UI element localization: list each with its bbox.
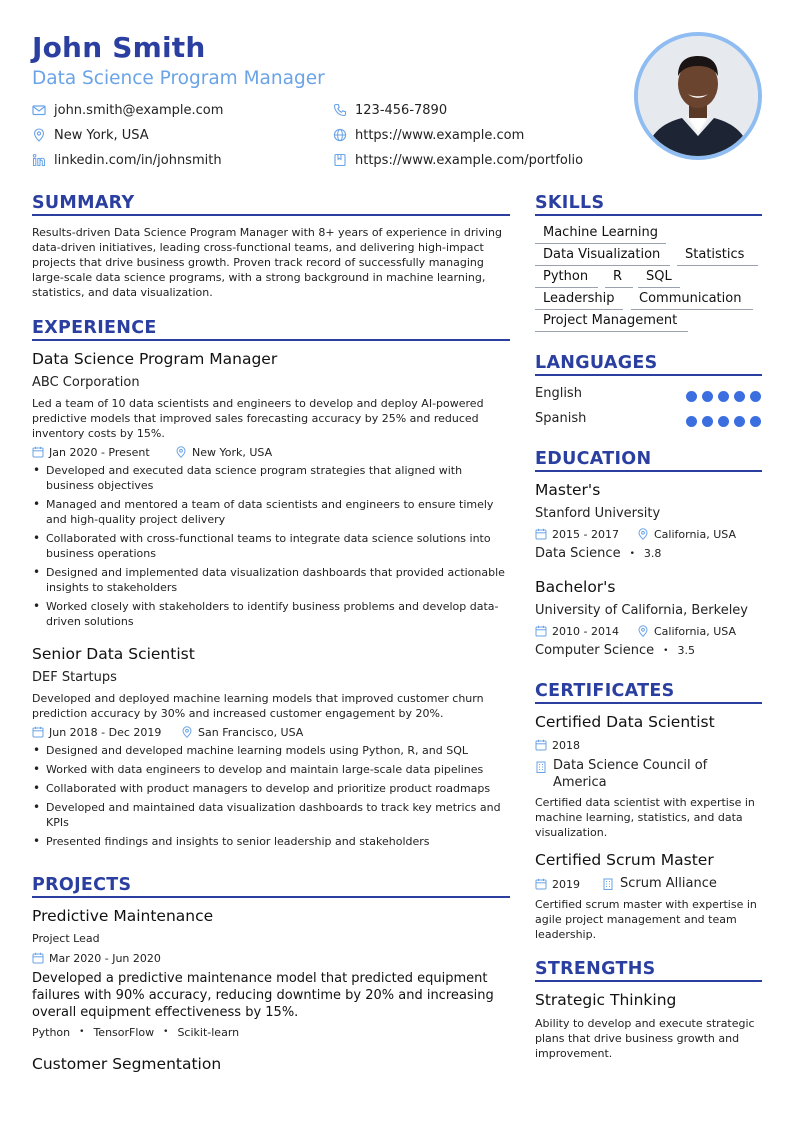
field-of-study: Data Science <box>535 546 621 561</box>
level-dot <box>702 391 713 402</box>
degree: Master's <box>535 481 601 499</box>
education-dates <box>535 527 619 541</box>
skill-tag: Data Visualization <box>535 247 670 266</box>
contact-website[interactable] <box>333 126 524 144</box>
skill-tag: Python <box>535 269 598 288</box>
education-location <box>637 527 736 541</box>
job-title: Data Science Program Manager <box>32 68 325 89</box>
job-bullets <box>32 463 510 633</box>
school: University of California, Berkeley <box>535 603 748 618</box>
gpa: 3.5 <box>677 644 695 657</box>
job-role: Data Science Program Manager <box>32 350 278 368</box>
tech-tag: Python <box>32 1025 71 1039</box>
education-dates-text: 2015 - 2017 <box>552 527 619 541</box>
skill-tag: Machine Learning <box>535 225 666 244</box>
language-name: Spanish <box>535 411 587 426</box>
education-location <box>637 624 736 638</box>
education-heading: EDUCATION <box>535 449 762 472</box>
job-location-text: San Francisco, USA <box>198 725 304 739</box>
list-item: • Worked closely with stakeholders to identify business problems and develop data-driven solutions <box>32 599 510 629</box>
contact-portfolio[interactable] <box>333 151 583 169</box>
contact-location <box>32 126 149 144</box>
job-dates-text: Jun 2018 - Dec 2019 <box>49 725 162 739</box>
contact-phone-text: 123-456-7890 <box>355 102 448 118</box>
certificate-name: Certified Scrum Master <box>535 851 714 869</box>
level-dot <box>734 391 745 402</box>
list-item: • Developed and executed data science program strategies that aligned with business objectives <box>32 463 510 493</box>
certificate-description: Certified scrum master with expertise in agile project management and team leadership. <box>535 898 757 941</box>
education-field: Data Science • 3.8 <box>535 546 662 561</box>
gpa: 3.8 <box>643 547 662 560</box>
linkedin-icon <box>32 153 46 167</box>
list-item: • Presented findings and insights to senior leadership and stakeholders <box>32 834 510 849</box>
level-dot <box>718 391 729 402</box>
list-item: • Designed and developed machine learning models using Python, R, and SQL <box>32 743 510 758</box>
globe-icon <box>333 128 347 142</box>
strength-name: Strategic Thinking <box>535 991 677 1009</box>
contact-phone[interactable] <box>333 101 447 119</box>
certificate-year-text: 2018 <box>552 738 580 752</box>
job-bullets <box>32 743 510 853</box>
calendar-icon <box>32 726 44 738</box>
job-description: Developed and deployed machine learning models that improved customer churn prediction accuracy by 30% and increased customer engagement by 20%. <box>32 692 484 720</box>
tech-tag: TensorFlow <box>93 1025 155 1039</box>
contact-website-text: https://www.example.com <box>355 127 525 143</box>
certificate-name: Certified Data Scientist <box>535 713 715 731</box>
certificates-heading: CERTIFICATES <box>535 681 762 704</box>
contact-email-text: john.smith@example.com <box>54 102 224 118</box>
certificate-issuer-text: Scrum Alliance <box>620 876 717 891</box>
summary-text: Results-driven Data Science Program Manager with 8+ years of experience in driving data-driven initiatives, leading cross-functional teams, and delivering high-impact projects that drive business growth. Proven track record of successfully managing large-scale data science programs, with a strong background in machine learning, statistics, and data visualization. <box>32 226 502 299</box>
project-description: Developed a predictive maintenance model that predicted equipment failures with 90% accuracy, reducing downtime by 20% and increasing overall equipment effectiveness by 15%. <box>32 971 494 1020</box>
education-dates <box>535 624 619 638</box>
strength-description: Ability to develop and execute strategic plans that drive business growth and improvement. <box>535 1017 755 1060</box>
building-icon <box>535 761 547 773</box>
job-location <box>175 445 272 459</box>
contact-linkedin[interactable] <box>32 151 222 169</box>
job-dates-text: Jan 2020 - Present <box>49 445 150 459</box>
job-location-text: New York, USA <box>192 445 273 459</box>
profile-photo <box>634 32 762 160</box>
skill-tag: Project Management <box>535 313 688 332</box>
phone-icon <box>333 103 347 117</box>
skill-tag: Communication <box>631 291 753 310</box>
certificate-issuer-text: Data Science Council of America <box>553 758 708 790</box>
job-company: DEF Startups <box>32 670 117 685</box>
mail-icon <box>32 103 46 117</box>
school: Stanford University <box>535 506 661 521</box>
certificate-year <box>535 738 580 752</box>
contact-email[interactable] <box>32 101 223 119</box>
education-location-text: California, USA <box>654 624 736 638</box>
strengths-heading: STRENGTHS <box>535 959 762 982</box>
calendar-icon <box>32 446 44 458</box>
list-item: • Developed and maintained data visualization dashboards to track key metrics and KPIs <box>32 800 510 830</box>
skill-tag: Leadership <box>535 291 623 310</box>
degree: Bachelor's <box>535 578 616 596</box>
level-dot <box>750 391 761 402</box>
list-item: • Worked with data engineers to develop and maintain large-scale data pipelines <box>32 762 510 777</box>
skill-tag: SQL <box>638 269 680 288</box>
skills-heading: SKILLS <box>535 193 762 216</box>
contact-location-text: New York, USA <box>54 127 149 143</box>
contact-portfolio-text: https://www.example.com/portfolio <box>355 152 584 168</box>
location-icon <box>637 528 649 540</box>
certificate-year <box>535 877 580 891</box>
education-location-text: California, USA <box>654 527 736 541</box>
languages-heading: LANGUAGES <box>535 353 762 376</box>
project-name: Customer Segmentation <box>32 1055 222 1073</box>
field-of-study: Computer Science <box>535 643 655 658</box>
level-dot <box>718 416 729 427</box>
language-name: English <box>535 386 582 401</box>
job-dates <box>32 725 161 739</box>
summary-heading: SUMMARY <box>32 193 510 216</box>
location-icon <box>175 446 187 458</box>
location-icon <box>32 128 46 142</box>
level-dot <box>702 416 713 427</box>
list-item: • Designed and implemented data visualization dashboards that provided actionable insights to stakeholders <box>32 565 510 595</box>
contact-linkedin-text: linkedin.com/in/johnsmith <box>54 152 222 168</box>
job-role: Senior Data Scientist <box>32 645 195 663</box>
certificate-issuer <box>602 876 717 891</box>
calendar-icon <box>535 528 547 540</box>
level-dot <box>734 416 745 427</box>
list-item: • Collaborated with cross-functional teams to integrate data science solutions into business operations <box>32 531 510 561</box>
building-icon <box>602 878 614 890</box>
level-dot <box>686 416 697 427</box>
job-company: ABC Corporation <box>32 375 140 390</box>
portfolio-icon <box>333 153 347 167</box>
experience-heading: EXPERIENCE <box>32 318 510 341</box>
project-dates <box>32 951 161 965</box>
calendar-icon <box>535 739 547 751</box>
certificate-description: Certified data scientist with expertise in machine learning, statistics, and data visualization. <box>535 796 755 839</box>
list-item: • Managed and mentored a team of data scientists and engineers to ensure timely and high-quality project delivery <box>32 497 510 527</box>
project-name: Predictive Maintenance <box>32 907 214 925</box>
skill-tag: Statistics <box>677 247 758 266</box>
location-icon <box>637 625 649 637</box>
calendar-icon <box>32 952 44 964</box>
job-dates <box>32 445 150 459</box>
education-dates-text: 2010 - 2014 <box>552 624 619 638</box>
project-role: Project Lead <box>32 932 100 945</box>
tech-tag: Scikit-learn <box>177 1025 240 1039</box>
project-tech: Python • TensorFlow • Scikit-learn <box>32 1025 240 1039</box>
project-dates-text: Mar 2020 - Jun 2020 <box>49 951 161 965</box>
education-field: Computer Science • 3.5 <box>535 643 695 658</box>
list-item: • Collaborated with product managers to develop and prioritize product roadmaps <box>32 781 510 796</box>
certificate-year-text: 2019 <box>552 877 580 891</box>
level-dot <box>686 391 697 402</box>
level-dot <box>750 416 761 427</box>
candidate-name: John Smith <box>32 31 206 64</box>
job-location <box>181 725 303 739</box>
calendar-icon <box>535 625 547 637</box>
projects-heading: PROJECTS <box>32 875 510 898</box>
location-icon <box>181 726 193 738</box>
certificate-issuer <box>535 757 762 791</box>
job-description: Led a team of 10 data scientists and engineers to develop and deploy AI-powered predictive models that improved sales forecasting accuracy by 25% and reduced inventory costs by 15%. <box>32 397 484 440</box>
calendar-icon <box>535 878 547 890</box>
skill-tag: R <box>605 269 633 288</box>
